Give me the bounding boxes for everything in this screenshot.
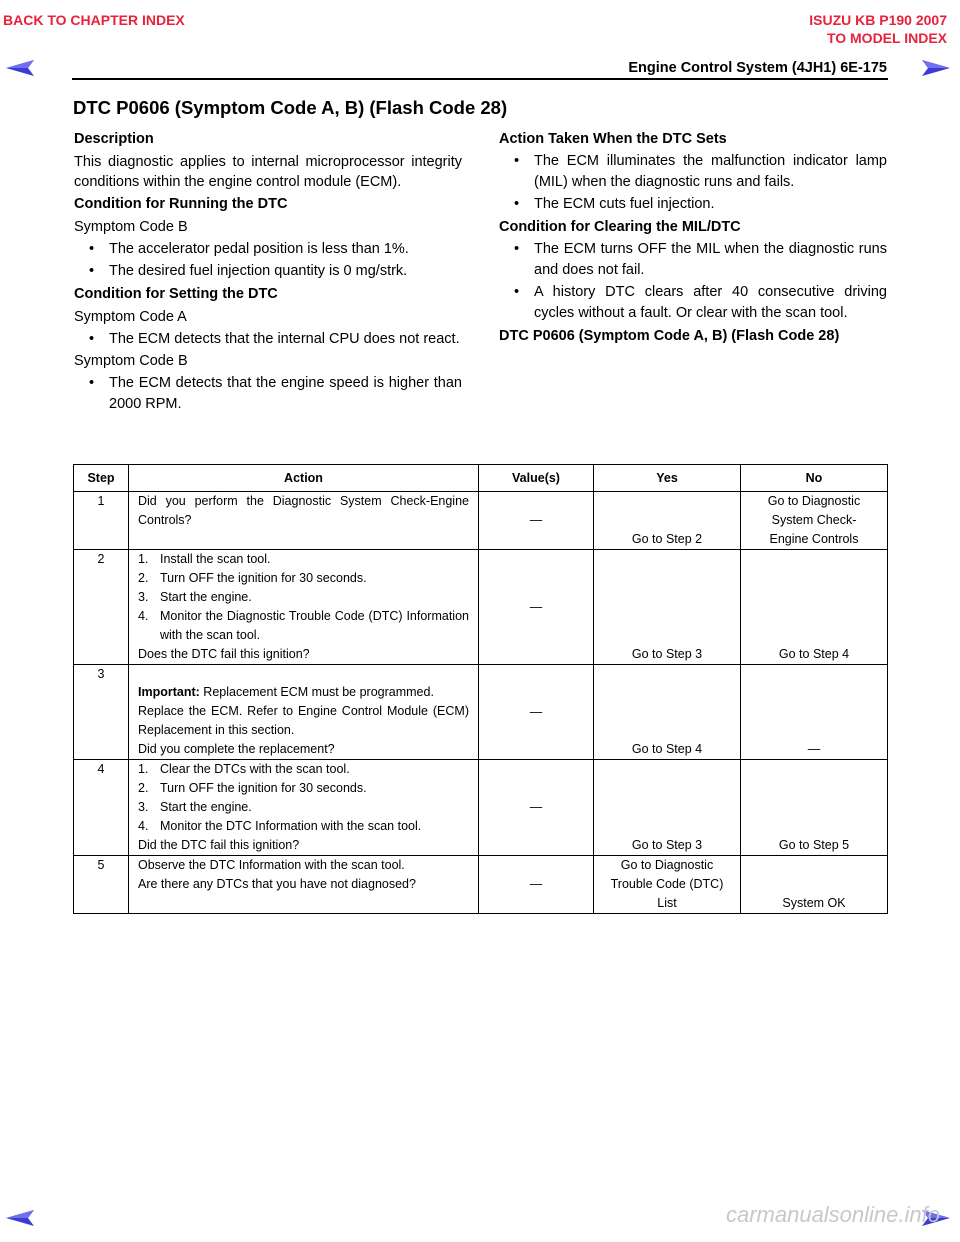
important-note: [138, 683, 469, 702]
action-list-item: 2. Turn OFF the ignition for 30 seconds.: [138, 781, 367, 795]
left-column: [74, 127, 462, 416]
running-bullet: [74, 261, 462, 282]
running-header-title: Engine Control System (4JH1) 6E-175: [628, 60, 887, 76]
next-page-arrow-icon[interactable]: [920, 58, 952, 78]
important-label: Important:: [138, 685, 200, 699]
step-number: 5: [74, 856, 129, 914]
action-question: Did you complete the replacement?: [138, 742, 335, 756]
value-cell: —: [479, 550, 594, 665]
page-title: DTC P0606 (Symptom Code A, B) (Flash Code 28): [73, 97, 508, 118]
table-row: [74, 760, 888, 856]
step-number: 3: [74, 665, 129, 760]
action-list-item: 2. Turn OFF the ignition for 30 seconds.: [138, 571, 367, 585]
table-row: [74, 492, 888, 550]
bullet-icon: •: [88, 331, 95, 347]
action-heading: Action Taken When the DTC Sets: [499, 131, 727, 147]
setting-b-bullet: [74, 373, 462, 415]
bullet-icon: •: [513, 153, 520, 169]
watermark: carmanualsonline.info: [725, 1202, 940, 1227]
no-cell: System OK: [741, 856, 888, 914]
setting-a-bullet-text: The ECM detects that the internal CPU does not react.: [109, 331, 460, 347]
action-list-item: 1. Install the scan tool.: [138, 552, 271, 566]
model-title-link[interactable]: ISUZU KB P190 2007: [809, 12, 947, 28]
yes-cell: Go to Step 4: [594, 665, 741, 760]
setting-symptom-a: Symptom Code A: [74, 309, 187, 325]
table-row: [74, 550, 888, 665]
yes-line: Go to Diagnostic: [620, 858, 714, 872]
bullet-icon: •: [513, 196, 520, 212]
clearing-bullet-text: A history DTC clears after 40 consecutive driving cycles without a fault. Or clear with the scan tool.: [534, 284, 887, 321]
action-bullet-text: The ECM cuts fuel injection.: [534, 196, 715, 212]
action-cell: [129, 550, 479, 665]
action-question: Did the DTC fail this ignition?: [138, 838, 300, 852]
action-cell: [129, 856, 479, 914]
no-line: Go to Diagnostic: [767, 494, 861, 508]
bullet-icon: •: [88, 375, 95, 391]
no-line: System Check-: [771, 513, 857, 527]
header-rule: [72, 78, 888, 80]
action-cell: [129, 760, 479, 856]
action-text: Observe the DTC Information with the scan tool.: [138, 858, 405, 872]
yes-cell: Go to Step 2: [594, 492, 741, 550]
action-text: Replace the ECM. Refer to Engine Control Module (ECM) Replacement in this section.: [138, 704, 469, 737]
action-list-item: 3. Start the engine.: [138, 800, 252, 814]
action-bullet-text: The ECM illuminates the malfunction indicator lamp (MIL) when the diagnostic runs and fails.: [534, 153, 887, 190]
yes-cell: Go to Step 3: [594, 760, 741, 856]
yes-cell: Go to Step 3: [594, 550, 741, 665]
clearing-heading: Condition for Clearing the MIL/DTC: [499, 219, 741, 235]
bullet-icon: •: [88, 241, 95, 257]
important-text: Replacement ECM must be programmed.: [199, 685, 434, 699]
action-cell: [129, 665, 479, 760]
bullet-icon: •: [513, 284, 520, 300]
action-bullet: [499, 194, 887, 215]
action-list-item: 4. Monitor the Diagnostic Trouble Code (DTC) Information with the scan tool.: [138, 609, 469, 642]
no-line: Engine Controls: [769, 532, 859, 546]
to-model-index-link[interactable]: TO MODEL INDEX: [826, 30, 947, 46]
action-list-item: 3. Start the engine.: [138, 590, 252, 604]
yes-cell: [594, 856, 741, 914]
running-symptom-b: Symptom Code B: [74, 219, 188, 235]
running-bullet-text: The desired fuel injection quantity is 0 mg/strk.: [109, 263, 408, 279]
action-bullet: [499, 151, 887, 193]
yes-line: List: [657, 896, 677, 910]
setting-heading: Condition for Setting the DTC: [74, 286, 278, 302]
no-cell: —: [741, 665, 888, 760]
setting-symptom-b: Symptom Code B: [74, 353, 188, 369]
clearing-bullet: [499, 239, 887, 281]
action-question: Does the DTC fail this ignition?: [138, 647, 310, 661]
bullet-icon: •: [88, 263, 95, 279]
table-row: [74, 665, 888, 760]
description-heading: Description: [74, 131, 154, 147]
running-heading: Condition for Running the DTC: [74, 196, 288, 212]
no-cell: Go to Step 4: [741, 550, 888, 665]
clearing-bullet-text: The ECM turns OFF the MIL when the diagnostic runs and does not fail.: [534, 241, 887, 278]
running-bullet-text: The accelerator pedal position is less than 1%.: [109, 241, 409, 257]
action-text: Did you perform the Diagnostic System Check-Engine Controls?: [138, 494, 469, 527]
no-cell: [741, 492, 888, 550]
clearing-bullet: [499, 282, 887, 324]
step-number: 4: [74, 760, 129, 856]
no-cell: Go to Step 5: [741, 760, 888, 856]
value-cell: —: [479, 492, 594, 550]
right-column: [499, 127, 887, 347]
setting-b-bullet-text: The ECM detects that the engine speed is higher than 2000 RPM.: [109, 375, 462, 412]
description-text: This diagnostic applies to internal microprocessor integrity conditions within the engine control module (ECM).: [74, 154, 462, 190]
step-number: 1: [74, 492, 129, 550]
step-column-header: Step: [74, 465, 129, 492]
yes-column-header: Yes: [594, 465, 741, 492]
no-column-header: No: [741, 465, 888, 492]
table-title: DTC P0606 (Symptom Code A, B) (Flash Code 28): [499, 328, 840, 344]
setting-a-bullet: [74, 329, 462, 350]
values-column-header: Value(s): [479, 465, 594, 492]
table-row: [74, 856, 888, 914]
prev-page-arrow-icon[interactable]: [4, 58, 36, 78]
bullet-icon: •: [513, 241, 520, 257]
running-bullet: [74, 239, 462, 260]
table-header-row: [74, 465, 888, 492]
action-cell: [129, 492, 479, 550]
action-list-item: 4. Monitor the DTC Information with the scan tool.: [138, 819, 422, 833]
action-column-header: Action: [129, 465, 479, 492]
value-cell: —: [479, 665, 594, 760]
action-question: Are there any DTCs that you have not diagnosed?: [138, 877, 416, 891]
back-to-chapter-index-link[interactable]: BACK TO CHAPTER INDEX: [3, 12, 185, 28]
value-cell: —: [479, 760, 594, 856]
step-number: 2: [74, 550, 129, 665]
yes-line: Trouble Code (DTC): [610, 877, 724, 891]
diagnostic-table: [73, 464, 888, 914]
action-list-item: 1. Clear the DTCs with the scan tool.: [138, 762, 350, 776]
value-cell: —: [479, 856, 594, 914]
prev-page-bottom-arrow-icon[interactable]: [4, 1208, 36, 1228]
